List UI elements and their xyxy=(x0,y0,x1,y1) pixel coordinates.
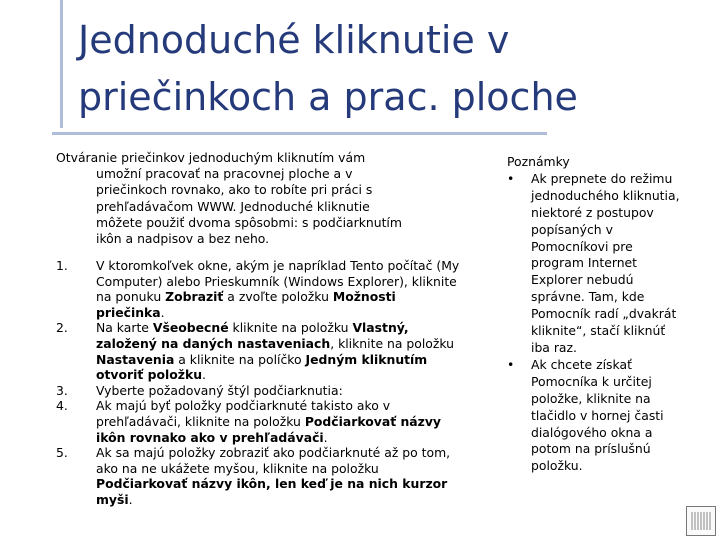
note-line: tlačidlo v hornej časti xyxy=(531,407,664,423)
step-text-bold: Nastavenia xyxy=(96,351,175,367)
note-line: jednoduchého kliknutia, xyxy=(531,187,680,203)
slide-corner-icon xyxy=(686,506,716,536)
step-text-bold: Podčiarkovať názvy ikôn, len keď je na nich kurzor myši xyxy=(96,476,448,507)
note-line: program Internet xyxy=(531,255,638,271)
intro-paragraph xyxy=(56,150,456,247)
bullet-dot: • xyxy=(507,170,515,186)
step-number: 3. xyxy=(56,382,68,398)
step-text-segment: V ktoromkoľvek okne, akým je napríklad Tento počítač (My Computer) alebo Prieskumník (Windows Explorer), kliknite na ponuku xyxy=(96,258,460,305)
note-line: iba raz. xyxy=(531,339,577,355)
step-text-segment: . xyxy=(128,491,133,507)
step-text-segment: Ak majú byť položky podčiarknuté takisto ako v prehľadávači, kliknite na položku xyxy=(96,398,391,429)
step-item xyxy=(56,383,466,399)
step-text-bold: Všeobecné xyxy=(152,320,229,336)
step-text-bold: Jedným kliknutím otvoriť položku xyxy=(96,351,428,383)
step-text xyxy=(96,445,466,507)
step-text-bold: Možnosti priečinka xyxy=(96,289,396,320)
step-item xyxy=(56,258,466,320)
bullet-dot: • xyxy=(507,356,515,372)
note-line: Pomocník radí „dvakrát xyxy=(531,306,677,322)
note-bullet xyxy=(507,171,712,357)
step-number: 4. xyxy=(56,398,68,414)
note-line: položku. xyxy=(531,458,583,474)
step-number: 1. xyxy=(56,258,68,273)
step-item xyxy=(56,320,466,382)
step-text-segment: . xyxy=(323,429,328,445)
note-line: Pomocníkovi pre xyxy=(531,238,633,254)
note-line: Pomocníka k určitej xyxy=(531,373,652,389)
steps-list xyxy=(56,258,466,508)
step-text-segment: Na karte xyxy=(96,320,153,336)
intro-line: prehľadávačom WWW. Jednoduché kliknutie xyxy=(96,198,370,214)
notes-heading: Poznámky xyxy=(507,154,570,169)
note-line: kliknite“, stačí kliknúť xyxy=(531,323,666,339)
intro-line: umožní pracovať na pracovnej ploche a v xyxy=(96,166,353,182)
step-text xyxy=(96,320,466,382)
note-line: Ak prepnete do režimu xyxy=(531,170,673,186)
step-item xyxy=(56,398,466,445)
slide-title-line-1: Jednoduché kliknutie v xyxy=(78,18,510,62)
intro-line: ikôn a nadpisov a bez neho. xyxy=(96,231,270,247)
step-text xyxy=(96,383,466,399)
title-accent-vertical-bar xyxy=(60,0,63,128)
intro-line: priečinkoch rovnako, ako to robíte pri práci s xyxy=(96,182,373,198)
step-text-segment: a zvoľte položku xyxy=(223,289,333,305)
note-line: Ak chcete získať xyxy=(531,356,632,372)
note-line: správne. Tam, kde xyxy=(531,289,645,305)
step-text-bold: Vlastný, založený na daných nastaveniach xyxy=(96,320,409,351)
intro-first-line: Otváranie priečinkov jednoduchým kliknutím vám xyxy=(56,150,366,165)
step-text-segment: kliknite na položku xyxy=(228,320,353,336)
step-text-segment: a kliknite na políčko xyxy=(174,351,306,367)
step-text-segment: , kliknite na položku xyxy=(330,335,455,351)
corner-hatch-icon xyxy=(687,507,715,535)
title-accent-horizontal-bar xyxy=(52,132,547,135)
step-text xyxy=(96,258,466,320)
step-text-segment: Vyberte požadovaný štýl podčiarknutia: xyxy=(96,382,343,398)
step-text-bold: Podčiarkovať názvy ikôn rovnako ako v prehľadávači xyxy=(96,413,441,445)
note-line: položke, kliknite na xyxy=(531,390,651,406)
step-item xyxy=(56,445,466,507)
note-line: potom na príslušnú xyxy=(531,441,651,457)
step-text-segment: . xyxy=(160,304,165,320)
step-number: 5. xyxy=(56,445,68,461)
step-text-segment: . xyxy=(202,367,206,383)
intro-continuation xyxy=(56,166,456,247)
step-text-bold: Zobraziť xyxy=(165,289,224,305)
slide-title xyxy=(78,12,578,126)
note-line: popísaných v xyxy=(531,221,613,237)
note-bullet xyxy=(507,357,712,475)
note-line: dialógového okna a xyxy=(531,424,653,440)
intro-line: môžete použiť dvoma spôsobmi: s podčiarknutím xyxy=(96,214,402,230)
notes-panel xyxy=(507,154,712,475)
step-text-segment: Ak sa majú položky zobraziť ako podčiarknuté až po tom, ako na ne ukážete myšou, kliknite na položku xyxy=(96,445,451,476)
step-number: 2. xyxy=(56,320,68,336)
step-text xyxy=(96,398,466,445)
note-line: Explorer nebudú xyxy=(531,272,634,288)
slide-title-line-2: priečinkoch a prac. ploche xyxy=(78,75,578,119)
note-line: niektoré z postupov xyxy=(531,204,654,220)
